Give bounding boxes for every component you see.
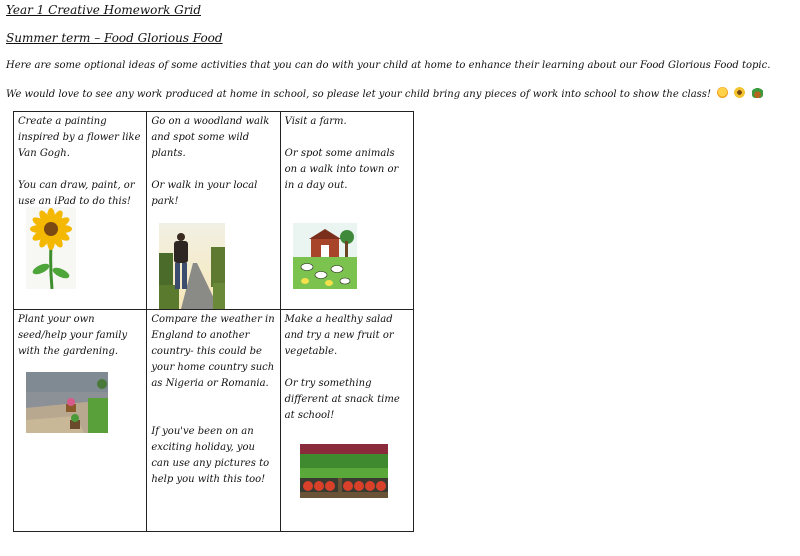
cell-paragraph: Go on a woodland walk and spot some wild plants. [151, 116, 270, 159]
cell-paragraph: Compare the weather in England to another country- this could be your home country such as Nigeria or Romania. [151, 314, 275, 389]
cell-text [18, 312, 142, 360]
grid-cell-gardening [14, 310, 147, 532]
grid-cell-farm [280, 112, 413, 310]
vegetables-image [300, 444, 388, 498]
cell-paragraph: Create a painting inspired by a flower like Van Gogh. [18, 116, 141, 159]
cell-paragraph: Plant your own seed/help your family with the gardening. [18, 314, 128, 357]
woodland-walk-image [159, 223, 225, 309]
page-subtitle: Summer term – Food Glorious Food [6, 31, 223, 45]
cell-text [285, 114, 409, 194]
intro-request-text: We would love to see any work produced at home in school, so please let your child bring any pieces of work into school to show the class! [6, 89, 711, 100]
cell-text [285, 312, 409, 424]
sunflower-image [26, 207, 76, 289]
smiling-face-icon [717, 87, 728, 98]
sunflower-icon [734, 87, 745, 98]
grid-cell-weather [147, 310, 280, 532]
cell-text [18, 114, 142, 210]
cell-paragraph: Or walk in your local park! [151, 180, 258, 207]
grid-cell-healthy-salad [280, 310, 413, 532]
potted-plant-icon [752, 87, 763, 98]
intro-request [6, 87, 763, 100]
grid-cell-woodland-walk [147, 112, 280, 310]
cell-text [151, 114, 275, 210]
cell-paragraph: You can draw, paint, or use an iPad to do this! [18, 180, 135, 207]
garden-image [26, 372, 108, 433]
grid-cell-painting [14, 112, 147, 310]
cell-paragraph: Visit a farm. [284, 116, 347, 127]
page-title: Year 1 Creative Homework Grid [6, 3, 201, 17]
cell-paragraph: If you've been on an exciting holiday, you can use any pictures to help you with this too! [151, 426, 270, 485]
cell-paragraph: Or try something different at snack time at school! [284, 378, 400, 421]
cell-text [151, 312, 275, 488]
cell-paragraph: Or spot some animals on a walk into town or in a day out. [284, 148, 399, 191]
homework-grid [13, 111, 414, 532]
intro-text: Here are some optional ideas of some activities that you can do with your child at home to enhance their learning about our Food Glorious Food topic. [6, 60, 771, 71]
farm-image [293, 223, 357, 289]
cell-paragraph: Make a healthy salad and try a new fruit or vegetable. [284, 314, 394, 357]
